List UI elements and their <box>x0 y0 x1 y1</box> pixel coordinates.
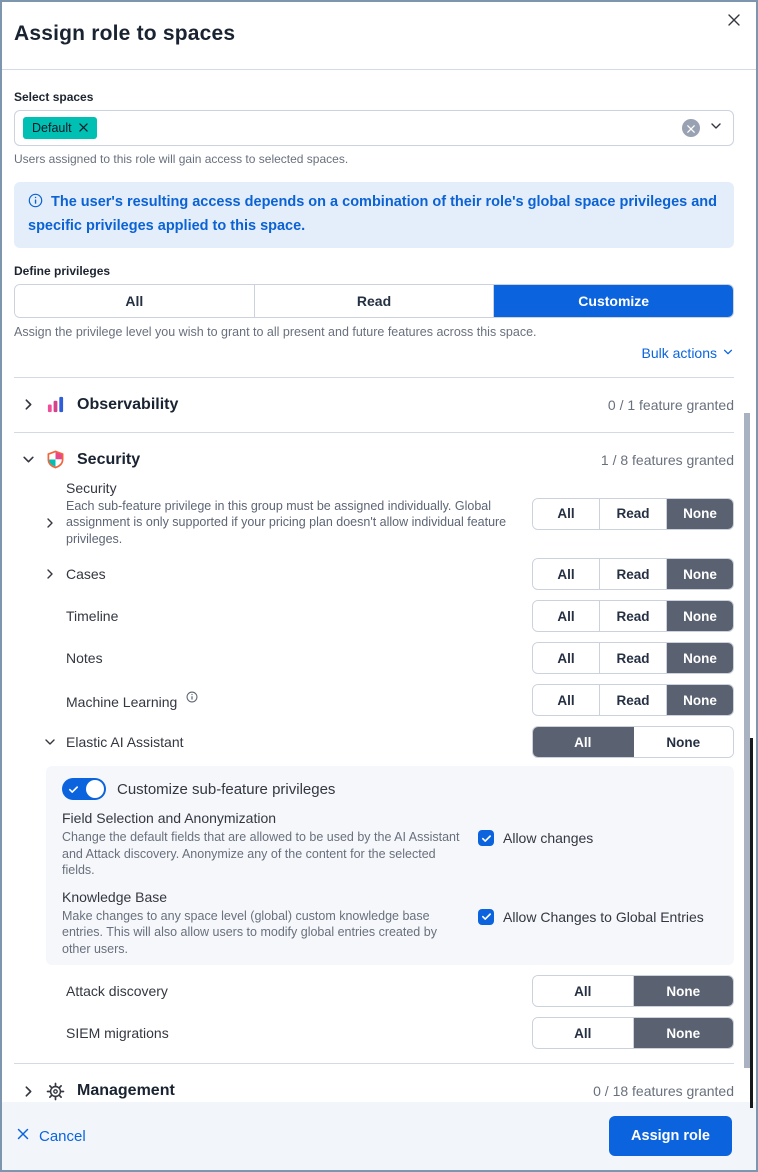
none-button[interactable]: None <box>667 601 733 631</box>
all-button[interactable]: All <box>533 685 600 715</box>
feature-label: SIEM migrations <box>66 1025 169 1042</box>
modal-footer <box>2 1102 756 1170</box>
category-security[interactable] <box>14 433 734 476</box>
timeline-privilege-group <box>532 600 734 632</box>
cancel-label: Cancel <box>39 1127 86 1145</box>
close-icon <box>726 16 742 31</box>
select-spaces-label: Select spaces <box>14 90 94 104</box>
granted-count: 1 / 8 features granted <box>600 451 734 468</box>
read-button[interactable]: Read <box>600 601 667 631</box>
privilege-help-text: Assign the privilege level you wish to grant to all present and future features across this space. <box>14 324 537 339</box>
info-icon <box>28 193 43 216</box>
category-title: Management <box>77 1082 175 1100</box>
feature-label: Elastic AI Assistant <box>66 734 184 751</box>
granted-count: 0 / 1 feature granted <box>607 396 734 413</box>
gear-icon <box>45 1081 65 1101</box>
siem-migrations-privilege-group <box>532 1017 734 1049</box>
page-title: Assign role to spaces <box>14 22 236 45</box>
feature-description: Each sub-feature privilege in this group must be assigned individually. Global assignment is only supported if your pricing plan doesn't allow individual feature privileges. <box>66 498 507 547</box>
badge-remove-icon[interactable] <box>79 121 88 135</box>
chevron-down-icon[interactable] <box>44 736 66 748</box>
space-badge-default[interactable] <box>23 117 97 139</box>
checkbox-label: Allow Changes to Global Entries <box>503 908 704 925</box>
feature-row-attack-discovery <box>14 975 734 1007</box>
space-badge-label: Default <box>32 121 72 135</box>
customize-subfeature-toggle[interactable] <box>62 778 106 800</box>
observability-logo-icon <box>45 395 65 415</box>
privilege-button-group <box>14 284 734 318</box>
chevron-down-icon[interactable] <box>22 453 36 466</box>
checkbox-label: Allow changes <box>503 830 594 847</box>
none-button[interactable]: None <box>667 499 733 529</box>
subfeature-title: Knowledge Base <box>62 888 168 905</box>
allow-global-entries-checkbox[interactable] <box>478 909 704 925</box>
info-callout <box>14 182 734 248</box>
chevron-right-icon[interactable] <box>44 568 66 580</box>
toggle-label: Customize sub-feature privileges <box>117 780 336 798</box>
modal-header <box>2 2 756 70</box>
feature-row-siem-migrations <box>14 1017 734 1049</box>
category-observability[interactable] <box>14 378 734 432</box>
spaces-help-text: Users assigned to this role will gain access to selected spaces. <box>14 152 349 166</box>
none-button[interactable]: None <box>667 559 733 589</box>
read-button[interactable]: Read <box>600 685 667 715</box>
page-scrollbar-thumb[interactable] <box>750 738 753 1108</box>
feature-label: Machine Learning <box>66 694 178 711</box>
feature-label: Attack discovery <box>66 983 168 1000</box>
security-privilege-group <box>532 498 734 530</box>
subfeature-description: Change the default fields that are allowed to be used by the AI Assistant and Attack discovery. Anonymize any of the content for the selected fields. <box>62 830 460 878</box>
machine-learning-privilege-group <box>532 684 734 716</box>
all-button[interactable]: All <box>533 976 634 1006</box>
read-button[interactable]: Read <box>600 499 667 529</box>
category-management[interactable] <box>14 1064 734 1102</box>
feature-row-elastic-ai-assistant <box>14 726 734 758</box>
ai-subfeature-panel <box>46 766 734 965</box>
feature-row-machine-learning <box>14 684 734 716</box>
info-callout-text: The user's resulting access depends on a combination of their role's global space privileges and specific privileges applied to this space. <box>28 194 718 234</box>
spaces-combobox[interactable] <box>14 110 734 146</box>
feature-row-security <box>14 480 734 549</box>
all-button[interactable]: All <box>533 643 600 673</box>
clear-selection-button[interactable] <box>682 119 700 137</box>
define-privileges-label: Define privileges <box>14 263 111 278</box>
close-button[interactable] <box>722 8 746 32</box>
subfeature-description: Make changes to any space level (global) custom knowledge base entries. This will also allow users to modify global entries created by other users. <box>62 908 437 956</box>
granted-count: 0 / 18 features granted <box>593 1083 734 1100</box>
subfeature-field-selection <box>62 810 718 879</box>
security-logo-icon <box>45 450 65 470</box>
all-button[interactable]: All <box>533 499 600 529</box>
cases-privilege-group <box>532 558 734 590</box>
checkbox-checked-icon[interactable] <box>478 830 494 846</box>
modal-body <box>2 70 756 1102</box>
chevron-down-icon <box>722 345 734 361</box>
privilege-all-button[interactable]: All <box>15 285 255 317</box>
none-button[interactable]: None <box>667 643 733 673</box>
category-title: Observability <box>77 395 179 413</box>
info-icon[interactable] <box>186 690 198 706</box>
chevron-right-icon[interactable] <box>44 517 66 529</box>
attack-discovery-privilege-group <box>532 975 734 1007</box>
feature-label: Notes <box>66 650 103 667</box>
allow-changes-checkbox[interactable] <box>478 830 593 846</box>
cancel-button[interactable] <box>16 1127 86 1145</box>
feature-label: Cases <box>66 566 106 583</box>
privilege-customize-button[interactable]: Customize <box>494 285 733 317</box>
read-button[interactable]: Read <box>600 643 667 673</box>
read-button[interactable]: Read <box>600 559 667 589</box>
toggle-check-icon <box>68 783 79 798</box>
notes-privilege-group <box>532 642 734 674</box>
none-button[interactable]: None <box>634 727 734 757</box>
all-button[interactable]: All <box>533 601 600 631</box>
ai-assistant-privilege-group <box>532 726 734 758</box>
bulk-actions-link[interactable] <box>642 345 734 361</box>
assign-role-button[interactable]: Assign role <box>609 1116 732 1156</box>
chevron-down-icon[interactable] <box>709 119 723 138</box>
subfeature-title: Field Selection and Anonymization <box>62 810 277 827</box>
category-title: Security <box>77 450 141 468</box>
feature-row-timeline <box>14 600 734 632</box>
subfeature-knowledge-base <box>62 889 718 958</box>
privilege-read-button[interactable]: Read <box>255 285 495 317</box>
bulk-actions-label: Bulk actions <box>641 344 717 361</box>
chevron-right-icon[interactable] <box>22 1085 36 1098</box>
checkbox-checked-icon[interactable] <box>478 909 494 925</box>
feature-label: Timeline <box>66 608 119 625</box>
none-button[interactable]: None <box>634 1018 734 1048</box>
all-button[interactable]: All <box>533 559 600 589</box>
toggle-knob <box>86 780 104 798</box>
feature-label: Security <box>66 479 117 496</box>
chevron-right-icon[interactable] <box>22 398 36 411</box>
none-button[interactable]: None <box>667 685 733 715</box>
none-button[interactable]: None <box>634 976 734 1006</box>
feature-row-cases <box>14 558 734 590</box>
feature-row-notes <box>14 642 734 674</box>
all-button[interactable]: All <box>533 1018 634 1048</box>
all-button[interactable]: All <box>533 727 634 757</box>
clear-icon <box>687 121 695 136</box>
cancel-cross-icon <box>16 1127 30 1145</box>
